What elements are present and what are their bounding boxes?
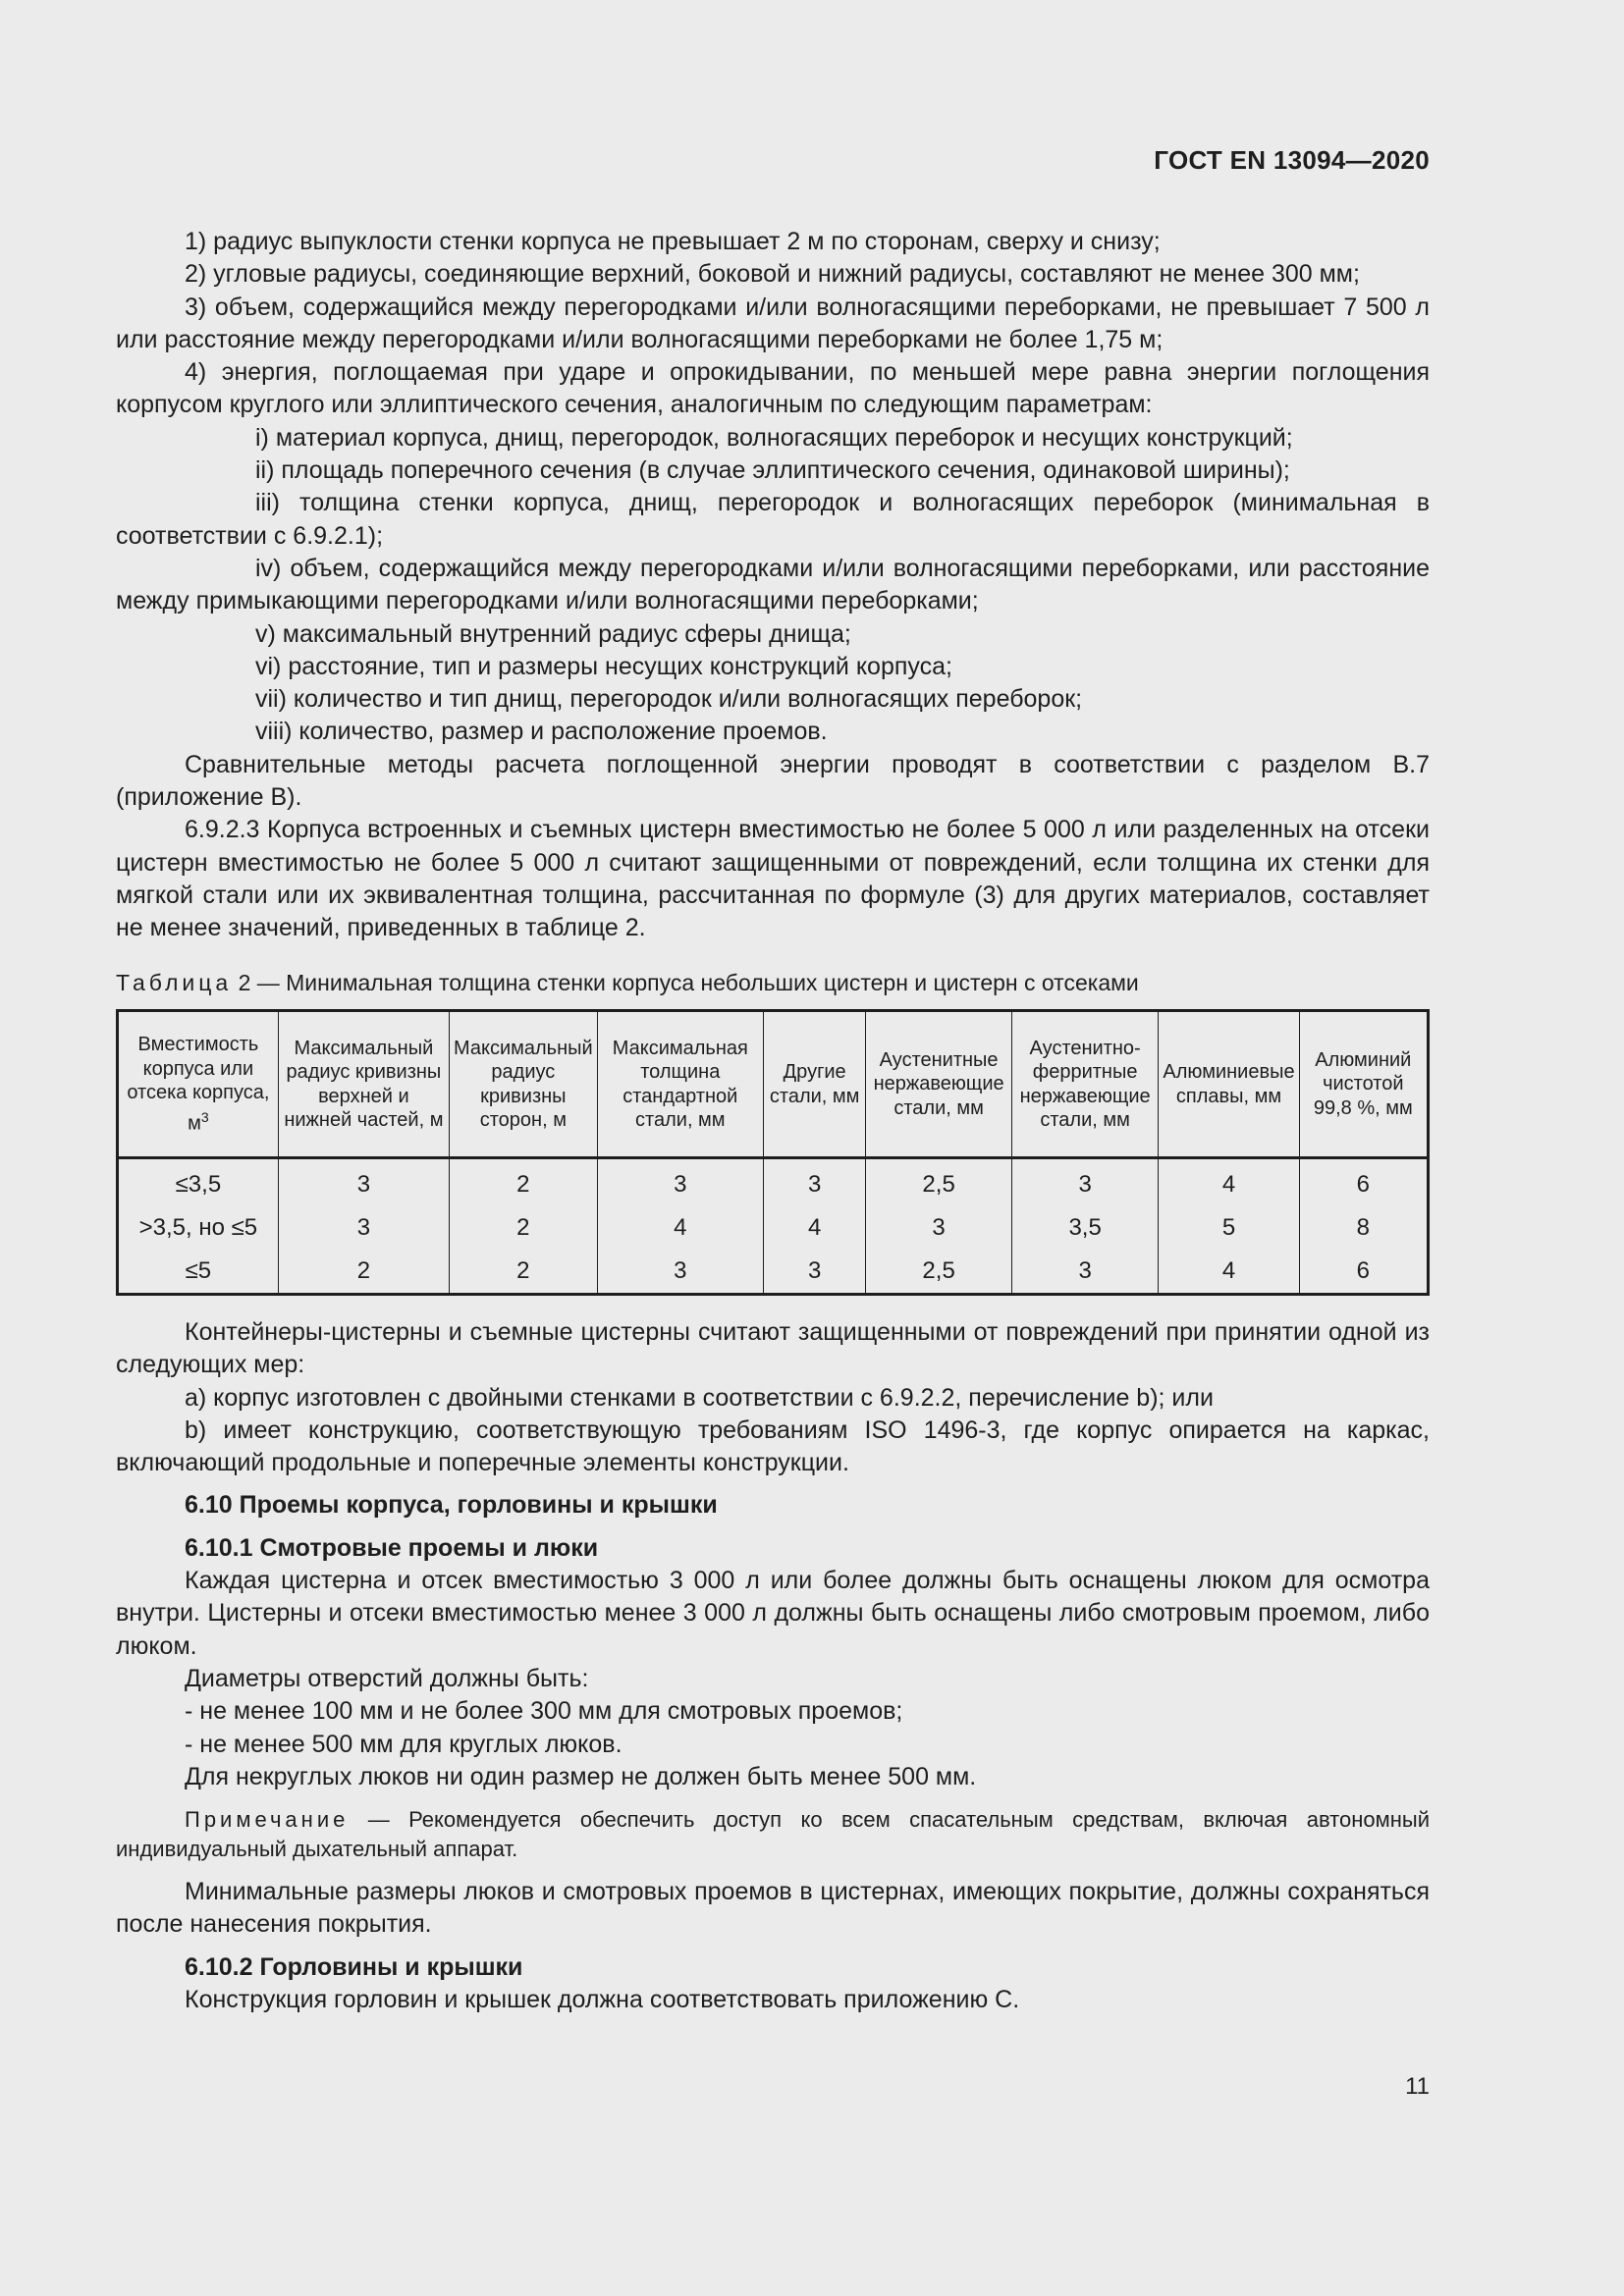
table-row — [118, 1158, 1429, 1207]
column-header-text: Аустенитно-ферритные нержавеющие стали, мм — [1019, 1037, 1151, 1131]
table-row — [118, 1250, 1429, 1295]
column-header — [278, 1011, 449, 1158]
paragraph: 1) радиус выпуклости стенки корпуса не превышает 2 м по сторонам, сверху и снизу; — [185, 228, 1161, 255]
table-cell: 2,5 — [866, 1250, 1011, 1295]
table-cell: 3,5 — [1011, 1206, 1159, 1250]
body-text-lower — [116, 1316, 1430, 2016]
paragraph: vi) расстояние, тип и размеры несущих конструкций корпуса; — [255, 652, 952, 680]
table-cell: 3 — [597, 1158, 763, 1207]
paragraph: ii) площадь поперечного сечения (в случае эллиптического сечения, одинаковой ширины); — [255, 456, 1290, 485]
unit-superscript: 3 — [200, 1108, 209, 1125]
column-header — [597, 1011, 763, 1158]
paragraph: Минимальные размеры люков и смотровых проемов в цистернах, имеющих покрытие, должны сохраняться после нанесения покрытия. — [116, 1878, 1430, 1939]
column-header-text: Максимальный радиус кривизны верхней и нижней частей, м — [284, 1037, 444, 1131]
column-header — [449, 1011, 597, 1158]
table-cell: 6 — [1299, 1158, 1428, 1207]
table-cell: 8 — [1299, 1206, 1428, 1250]
table-cell: 3 — [597, 1250, 763, 1295]
table-cell: 6 — [1299, 1250, 1428, 1295]
column-header — [1299, 1011, 1428, 1158]
column-header — [1159, 1011, 1299, 1158]
body-text-top — [116, 226, 1430, 945]
table-cell: 3 — [763, 1250, 865, 1295]
paragraph: vii) количество и тип днищ, перегородок и/или волногасящих переборок; — [255, 685, 1083, 714]
table-cell: 2 — [449, 1158, 597, 1207]
document-code: ГОСТ EN 13094—2020 — [1154, 145, 1430, 175]
table-cell: 3 — [866, 1206, 1011, 1250]
page-number: 11 — [1405, 2073, 1430, 2100]
paragraph: Конструкция горловин и крышек должна соответствовать приложению С. — [185, 1986, 1020, 2014]
column-header — [118, 1011, 279, 1158]
column-header-text: Максимальный радиус кривизны сторон, м — [453, 1037, 593, 1131]
table-caption — [116, 968, 1430, 997]
paragraph: Сравнительные методы расчета поглощенной энергии проводят в соответствии с разделом В.7 (приложение В). — [116, 750, 1430, 812]
paragraph: Каждая цистерна и отсек вместимостью 3 000 л или более должны быть оснащены люком для осмотра внутри. Цистерны и отсеки вместимостью менее 3 000 л должны быть оснащены либо смотровым проемом, либо люком. — [116, 1567, 1430, 1660]
table-cell: 4 — [597, 1206, 763, 1250]
note-label: Примечание — [185, 1807, 350, 1833]
table-cell: ≤3,5 — [118, 1158, 279, 1207]
note — [116, 1805, 1430, 1864]
column-header-text: Вместимость корпуса или отсека корпуса, м — [127, 1034, 270, 1135]
table-cell: >3,5, но ≤5 — [118, 1206, 279, 1250]
table-cell: 2,5 — [866, 1158, 1011, 1207]
paragraph: 3) объем, содержащийся между перегородками и/или волногасящими переборками, не превышает 7 500 л или расстояние между перегородками и/или волногасящими переборками не более 1,75 м; — [116, 293, 1430, 353]
table-cell: 2 — [278, 1250, 449, 1295]
paragraph: 6.9.2.3 Корпуса встроенных и съемных цистерн вместимостью не более 5 000 л или разделенных на отсеки цистерн вместимостью не более 5 000 л считают защищенными от повреждений, если толщина их стенки для мягкой стали или их эквивалентная толщина, рассчитанная по формуле (3) для других материалов, составляет не менее значений, приведенных в таблице 2. — [116, 816, 1430, 942]
table-body — [118, 1158, 1429, 1295]
thickness-table — [116, 1009, 1430, 1296]
column-header-text: Аустенитные нержавеющие стали, мм — [873, 1048, 1004, 1119]
table-caption-title: 2 — Минимальная толщина стенки корпуса небольших цистерн и цистерн с отсеками — [232, 970, 1139, 995]
column-header-text: Максимальная толщина стандартной стали, мм — [612, 1037, 748, 1131]
paragraph: 4) энергия, поглощаемая при ударе и опрокидывании, по меньшей мере равна энергии поглощения корпусом круглого или эллиптического сечения, аналогичным по следующим параметрам: — [116, 358, 1430, 419]
table-cell: 2 — [449, 1250, 597, 1295]
paragraph: v) максимальный внутренний радиус сферы днища; — [255, 619, 851, 648]
paragraph: b) имеет конструкцию, соответствующую требованиям ISO 1496-3, где корпус опирается на каркас, включающий продольные и поперечные элементы конструкции. — [116, 1415, 1430, 1477]
column-header — [866, 1011, 1011, 1158]
table-cell: 4 — [763, 1206, 865, 1250]
table-cell: ≤5 — [118, 1250, 279, 1295]
table-cell: 3 — [1011, 1158, 1159, 1207]
table-cell: 4 — [1159, 1250, 1299, 1295]
column-header-text: Алюминиевые сплавы, мм — [1163, 1061, 1295, 1107]
section-heading: 6.10 Проемы корпуса, горловины и крышки — [185, 1491, 718, 1520]
section-heading: 6.10.1 Смотровые проемы и люки — [185, 1533, 599, 1562]
table-header-row — [118, 1011, 1429, 1158]
column-header-text: Другие стали, мм — [769, 1061, 860, 1107]
paragraph: iv) объем, содержащийся между перегородками и/или волногасящими переборками, или расстояние между примыкающими перегородками и/или волногасящими переборками; — [116, 554, 1430, 615]
table-cell: 3 — [278, 1158, 449, 1207]
paragraph: Диаметры отверстий должны быть: — [185, 1664, 589, 1692]
table-row — [118, 1206, 1429, 1250]
paragraph: i) материал корпуса, днищ, перегородок, волногасящих переборок и несущих конструкций; — [255, 423, 1293, 452]
paragraph: - не менее 500 мм для круглых люков. — [185, 1730, 623, 1758]
document-page — [116, 0, 1430, 2296]
table-cell: 3 — [278, 1206, 449, 1250]
column-header-text: Алюминий чистотой 99,8 %, мм — [1313, 1048, 1413, 1119]
table-cell: 4 — [1159, 1158, 1299, 1207]
table-caption-label: Таблица — [116, 970, 233, 995]
column-header — [1011, 1011, 1159, 1158]
table-cell: 3 — [763, 1158, 865, 1207]
note-text: — Рекомендуется обеспечить доступ ко всем спасательным средствам, включая автономный индивидуальный дыхательный аппарат. — [116, 1807, 1430, 1862]
paragraph: a) корпус изготовлен с двойными стенками в соответствии с 6.9.2.2, перечисление b); или — [185, 1383, 1214, 1412]
column-header — [763, 1011, 865, 1158]
table-cell: 5 — [1159, 1206, 1299, 1250]
paragraph: viii) количество, размер и расположение проемов. — [255, 718, 828, 746]
paragraph: Для некруглых люков ни один размер не должен быть менее 500 мм. — [185, 1762, 977, 1790]
paragraph: iii) толщина стенки корпуса, днищ, перегородок и волногасящих переборок (минимальная в соответствии с 6.9.2.1); — [116, 489, 1430, 550]
table-cell: 3 — [1011, 1250, 1159, 1295]
section-heading: 6.10.2 Горловины и крышки — [185, 1952, 523, 1981]
paragraph: - не менее 100 мм и не более 300 мм для смотровых проемов; — [185, 1697, 903, 1726]
table-cell: 2 — [449, 1206, 597, 1250]
paragraph: Контейнеры-цистерны и съемные цистерны считают защищенными от повреждений при принятии одной из следующих мер: — [116, 1318, 1430, 1379]
paragraph: 2) угловые радиусы, соединяющие верхний, боковой и нижний радиусы, составляют не менее 300 мм; — [185, 260, 1360, 289]
